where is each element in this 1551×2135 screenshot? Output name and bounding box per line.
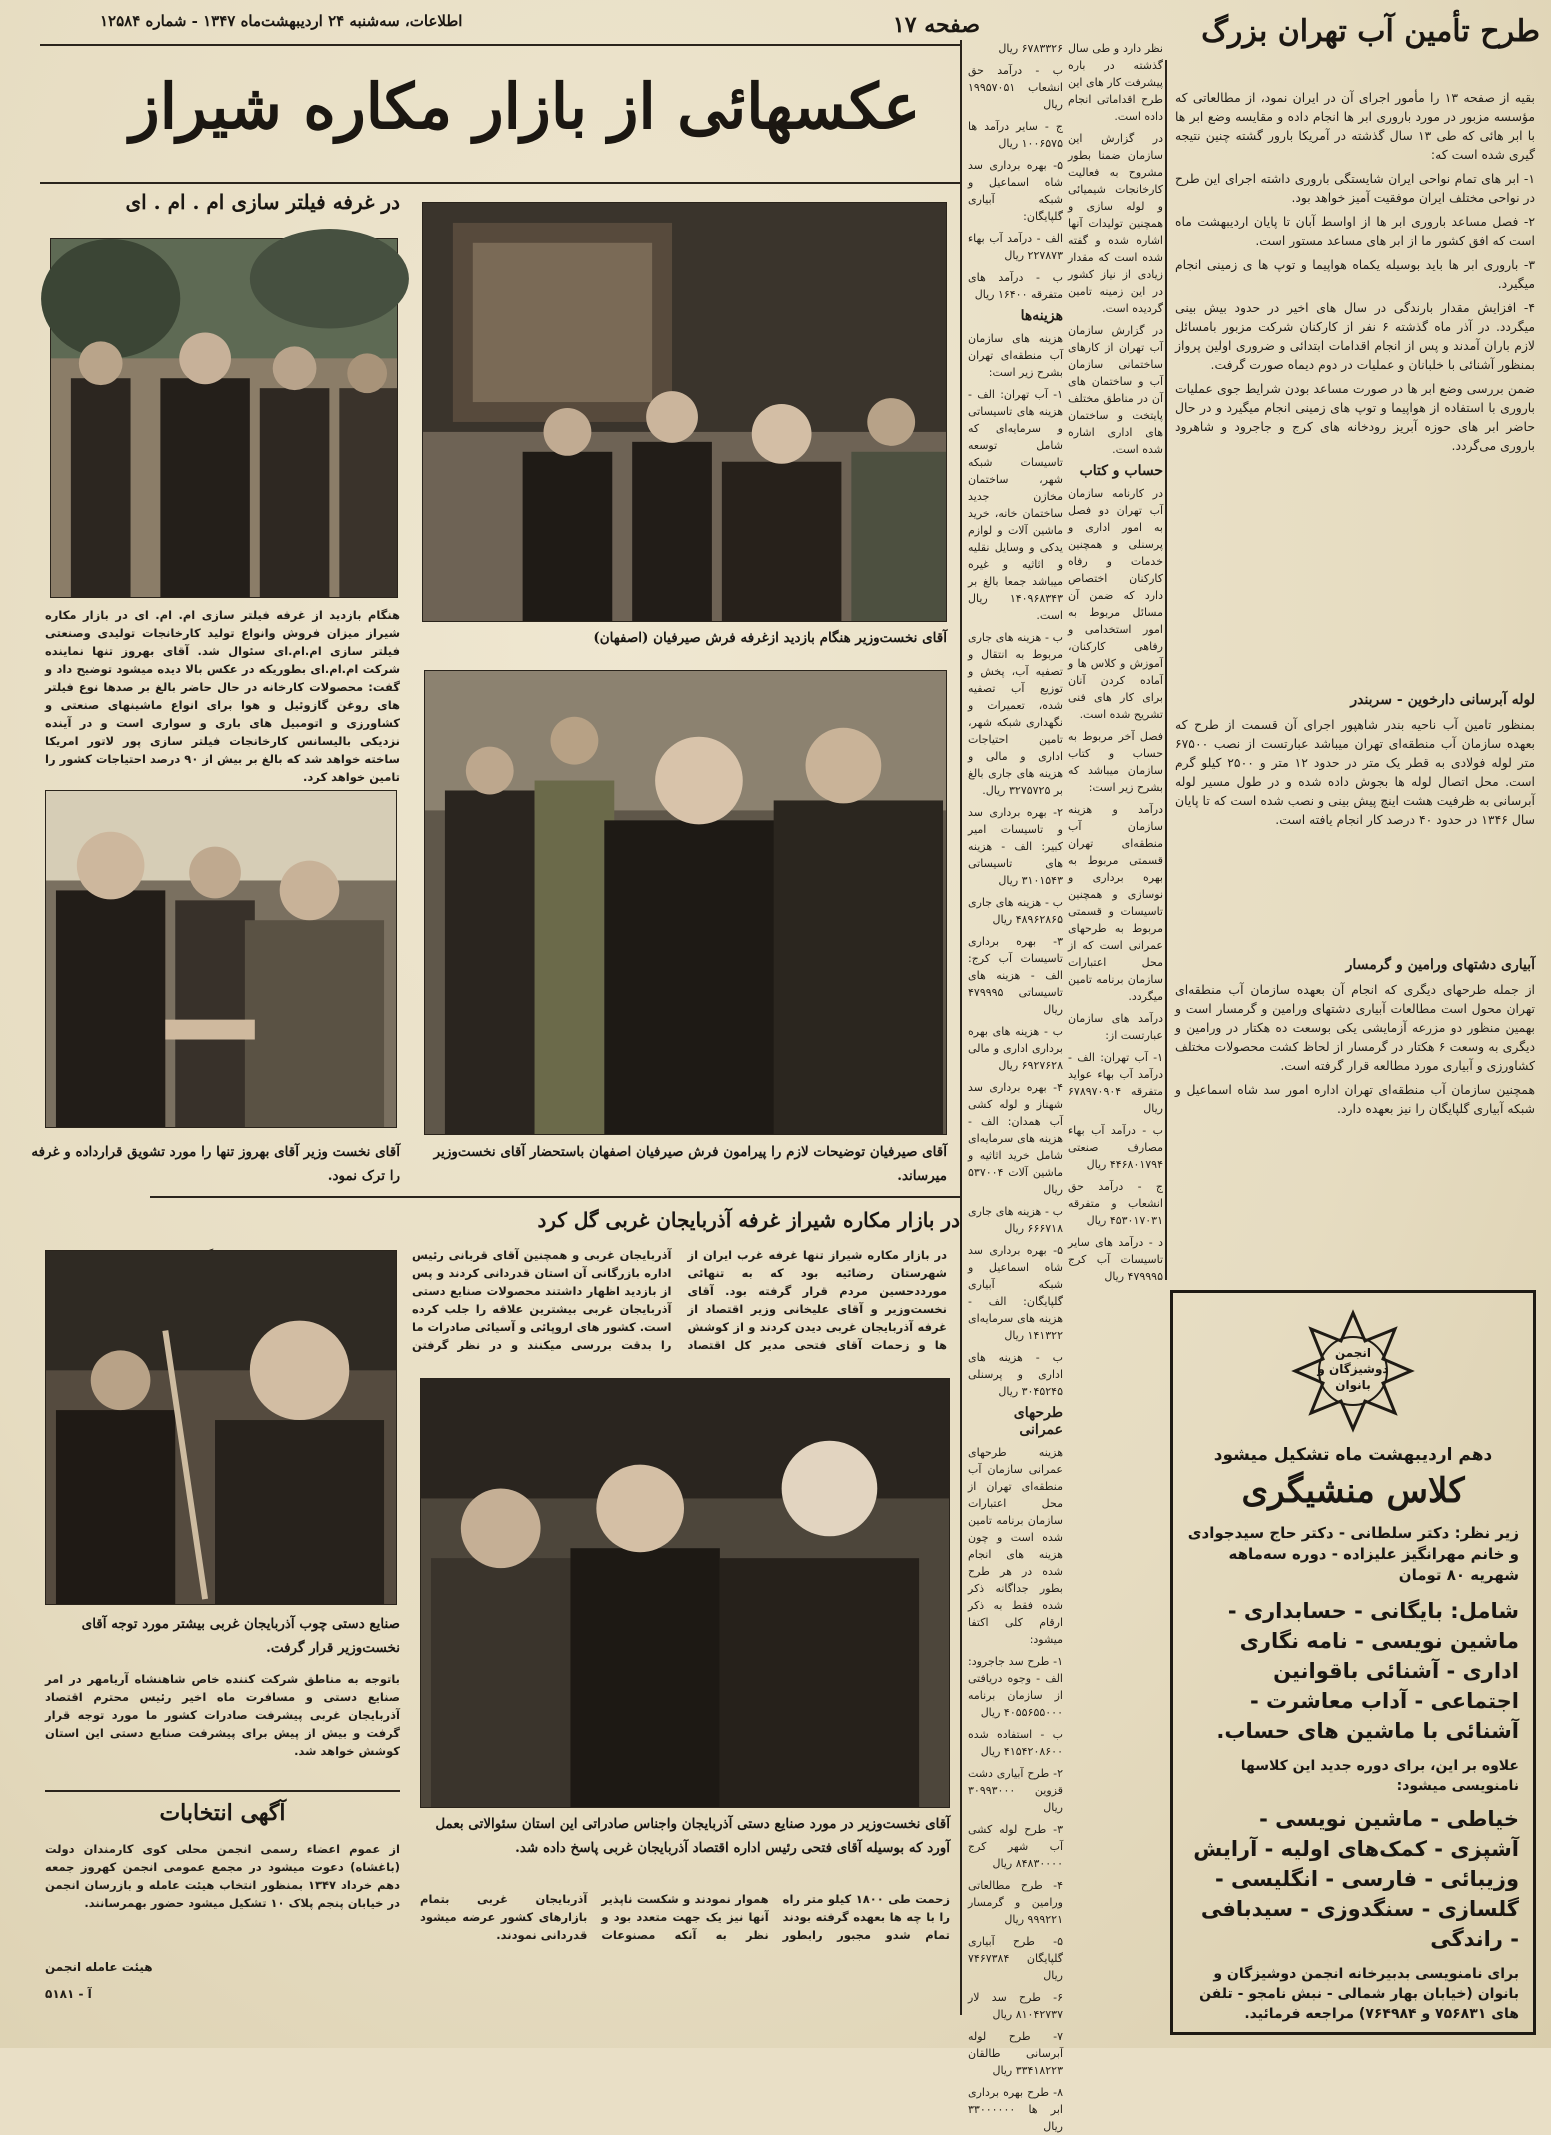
paragraph: بقیه از صفحه ۱۳ را مأمور اجرای آن در ایران نمود، از مطالعاتی که مؤسسه مزبور در مورد باروری ابر ها انجام داده و مقایسه وضع ابر ها با ابر هائی که طی ۱۳ سال گذشته در آمریکا بارور گشته چنین نتیجه گیری شده است که: bbox=[1175, 90, 1535, 162]
water-col-a bbox=[1175, 88, 1535, 688]
paragraph: ب - درآمد حق انشعاب ۱۹۹۵۷۰۵۱ ریال bbox=[968, 64, 1063, 111]
paragraph: ۳- باروری ابر ها باید بوسیله یکماه هواپیما و توپ ها ی زمینی انجام میگیرد. bbox=[1175, 257, 1535, 291]
paragraph: ب - هزینه های جاری مربوط به انتقال و تصفیه آب، پخش و توزیع آب تصفیه شده، تعمیرات و نگهداری شبکه شهر، تامین احتیاجات اداری و مالی و هزینه های جاری بالغ بر ۳۲۷۵۷۲۵ ریال. bbox=[968, 631, 1063, 797]
water-article-title: طرح تأمین آب تهران بزرگ bbox=[1201, 14, 1540, 49]
paragraph: فصل آخر مربوط به حساب و کتاب سازمان میباشد که بشرح زیر است: bbox=[1068, 730, 1163, 794]
paragraph: ۱- آب تهران: الف - هزینه های تاسیساتی و سرمایه‌ای که شامل توسعه تاسیسات شبکه شهر، ساختمان مخازن جدید ساختمان خانه، خرید ماشین آلات و لوازم یدکی و وسایل نقلیه و اثاثیه و غیره میباشد جمعا بالغ بر ۱۴۰۹۶۸۳۴۳ ریال است. bbox=[968, 388, 1063, 622]
paragraph: هزینه های سازمان آب منطقه‌ای تهران بشرح زیر است: bbox=[968, 332, 1063, 379]
column-divider bbox=[1165, 60, 1167, 1280]
paragraph: در گزارش این سازمان ضمنا بطور مشروح به فعالیت کارخانجات شیمیائی و لوله سازی و همچنین تولیدات آنها اشاره شده و گفته شده است که مقدار زیادی از نیاز کشور در این زمینه تامین گردیده است. bbox=[1068, 132, 1163, 315]
paragraph: ضمن بررسی وضع ابر ها در صورت مساعد بودن شرایط جوی عملیات باروری با استفاده از هواپیما و توپ های زمینی انجام میگیرد و در حال حاضر ابر های حوزه آبریز رودخانه های کرج و جاجرود و شاهرود باروری می‌گردد. bbox=[1175, 381, 1535, 453]
paragraph: ب - هزینه های جاری ۴۸۹۶۲۸۶۵ ریال bbox=[968, 896, 1063, 926]
page-number: صفحه ۱۷ bbox=[892, 12, 980, 38]
photo-officials bbox=[420, 1378, 950, 1808]
paragraph: ۶۷۸۳۳۲۶ ریال bbox=[998, 42, 1063, 55]
caption-officials: آقای نخست‌وزیر در مورد صنایع دستی آذربایجان واجناس صادراتی این استان سئوالاتی بعمل آورد که بوسیله آقای فتحی رئیس اداره اقتصاد آذربایجان غربی پاسخ داده شد. bbox=[435, 1816, 950, 1856]
paragraph: ۴- افزایش مقدار بارندگی در سال های اخیر در حدود بیش بینی میگردد. در آذر ماه گذشته ۶ نفر از کارکنان شرکت مزبور بامسائل لازم باران آمدند و پس از انجام اقدامات ابتدائی و ضروری اولین پرواز بمنظور آشنائی با خلبانان و عملیات در دوم دیماه صورت گرفت. bbox=[1175, 300, 1535, 372]
ad-new-enrollment: علاوه بر این، برای دوره جدید این کلاسها نامنویسی میشود: bbox=[1240, 1758, 1519, 1794]
ad-courses: شامل: بایگانی - حسابداری - ماشین نویسی - نامه نگاری اداری - آشنائی باقوانین اجتماعی - آداب معاشرت - آشنائی با ماشین های حساب. bbox=[1216, 1599, 1519, 1743]
subhead-accounts: حساب و کتاب bbox=[1079, 463, 1163, 479]
ad-title: کلاس منشیگری bbox=[1241, 1471, 1465, 1511]
paragraph: نظر دارد و طی سال گذشته در باره پیشرفت کار های این طرح اقداماتی انجام داده است. bbox=[1068, 42, 1163, 123]
notice-rule bbox=[45, 1790, 400, 1792]
issue-line: اطلاعات، سه‌شنبه ۲۴ اردیبهشت‌ماه ۱۳۴۷ - شماره ۱۲۵۸۴ bbox=[100, 12, 463, 30]
caption-carpet-explain: آقای صیرفیان توضیحات لازم را پیرامون فرش صیرفیان اصفهان باستحضار آقای نخست‌وزیر میرساند. bbox=[433, 1144, 947, 1184]
paragraph: ۳- بهره برداری تاسیسات آب کرج: الف - هزینه های تاسیساتی ۴۷۹۹۹۵ ریال bbox=[968, 935, 1063, 1016]
ad-contact: برای نامنویسی بدبیرخانه انجمن دوشیزگان و بانوان (خیابان بهار شمالی - نبش نامجو - تلفن های ۷۵۶۸۳۱ و ۷۶۴۹۸۴) مراجعه فرمائید. bbox=[1199, 1966, 1519, 2022]
section1-text: هنگام بازدید از غرفه فیلتر سازی ام. ام. ای در بازار مکاره شیراز میزان فروش وانواع تولید کارخانجات تولیدی وصنعتی فیلتر سازی ام.ام.ای سئوال شد. آقای بهروز تنها نماینده شرکت ام.ام.ای بطوریکه در عکس بالا دیده میشود توضیح داد و گفت: محصولات کارخانه در حال حاضر بالغ بر صدها نوع فیلتر های روغن گازوئیل و هوا برای انواع ماشینهای صنعتی و کشاورزی و اتومبیل های باری و سواری است و در آینده نزدیکی بالیسانس کارخانجات فیلتر سازی پور لاتور امریکا ساخته خواهد شد که بالغ بر بیش از ۹۰ درصد احتیاجات کشور را تامین خواهد کرد. bbox=[45, 608, 400, 784]
paragraph: ۴- بهره برداری سد شهناز و لوله کشی آب همدان: الف - هزینه های سرمایه‌ای شامل خرید اثاثیه و ماشین آلات ۵۳۷۰۰۴ ریال bbox=[968, 1081, 1063, 1196]
ad-start-date: دهم اردیبهشت ماه تشکیل میشود bbox=[1213, 1445, 1493, 1465]
column-divider bbox=[960, 40, 962, 2015]
paragraph: ج - سایر درآمد ها ۱۰۰۶۵۷۵ ریال bbox=[968, 120, 1063, 150]
paragraph: بمنظور تامین آب ناحیه بندر شاهپور اجرای آن قسمت از طرح که بعهده سازمان آب منطقه‌ای تهران میباشد عبارتست از نصب ۶۷۵۰۰ متر لوله فولادی به قطر یک متر در حدود ۱۲ متر و ۲۵۰۰ کیلو گرم است. محل اتصال لوله ها بجوش داده شده و در طول مسیر لوله آبرسانی به ظرفیت هشت اینچ پیش بینی و نصب شده است که تا پایان سال ۱۳۴۶ در حدود ۴۰ درصد کار انجام یافته است. bbox=[1175, 717, 1535, 827]
paragraph: ب - درآمد آب بهاء مصارف صنعتی ۴۴۶۸۰۱۷۹۴ ریال bbox=[1068, 1124, 1163, 1171]
photo-handshake bbox=[45, 790, 397, 1128]
election-notice-title: آگهی انتخابات bbox=[159, 1800, 286, 1826]
paragraph: همچنین سازمان آب منطقه‌ای تهران اداره امور سد شاه اسماعیل و شبکه آبیاری گلپایگان را نیز بعهده دارد. bbox=[1175, 1082, 1535, 1116]
section2-text: در بازار مکاره شیراز تنها غرفه غرب ایران از شهرستان رضائیه بود که به تنهائی مورددحسین مردم قرار گرفته بود. آقای نخست‌وزیر و آقای علیخانی وزیر اقتصاد از غرفه آذربایجان غربی دیدن کردند و از کوشش ها و زحمات آقای فتحی مدیر کل اقتصاد آذربایجان غربی و همچنین آقای قربانی رئیس اداره بازرگانی آن استان قدردانی کردند و پس از بازدید اظهار داشتند محصولات صنایع دستی آذربایجان غربی بیشترین علاقه را جلب کرده است. کشور های اروپائی و آسیائی صادرات ما را بدقت بررسی میکنند و در نظر گرفتن bbox=[412, 1248, 947, 1352]
subhead-pipeline: لوله آبرسانی دارخوین - سربندر bbox=[1350, 692, 1535, 708]
paragraph: ب - هزینه های اداری و پرسنلی ۳۰۴۵۲۴۵ ریال bbox=[968, 1351, 1063, 1398]
water-col-a2 bbox=[1175, 690, 1535, 960]
paragraph: ۵- بهره برداری سد شاه اسماعیل و شبکه آبیاری گلپایگان: bbox=[968, 159, 1063, 223]
caption-wood-crafts: صنایع دستی چوب آذربایجان غربی بیشتر مورد توجه آقای نخست‌وزیر قرار گرفت. bbox=[81, 1616, 400, 1656]
photo-carpet-booth bbox=[422, 202, 947, 622]
paragraph: ۳- طرح لوله کشی آب شهر کرج ۸۴۸۳۰۰۰۰ ریال bbox=[968, 1823, 1063, 1870]
paragraph: ۵- طرح آبیاری گلپایگان ۷۴۶۷۳۸۴ ریال bbox=[968, 1935, 1063, 1982]
subhead-expenses: هزینه‌ها bbox=[1020, 308, 1063, 324]
section1-heading: در غرفه فیلتر سازی ام . ام . ای bbox=[125, 190, 400, 214]
paragraph: ۱- آب تهران: الف - درآمد آب بهاء عواید متفرقه ۶۷۸۹۷۰۹۰۴ ریال bbox=[1068, 1051, 1163, 1115]
photo-filter-booth bbox=[50, 238, 398, 598]
water-col-b bbox=[1068, 40, 1163, 1283]
paragraph: ۶- طرح سد لار ۸۱۰۴۲۷۳۷ ریال bbox=[968, 1991, 1063, 2021]
paragraph: در کارنامه سازمان آب تهران دو فصل به امور اداری و پرسنلی و همچنین خدمات و رفاه کارکنان اختصاص دارد که ضمن آن مسائل مربوط به امور استخدامی و رفاهی کارکنان، آموزش و کلاس ها و آماده کردن آنان برای کار های فنی تشریح شده است. bbox=[1068, 487, 1163, 721]
paragraph: ۲- طرح آبیاری دشت قزوین ۳۰۹۹۳۰۰۰ ریال bbox=[968, 1767, 1063, 1814]
paragraph: ۱- طرح سد جاجرود: الف - وجوه دریافتی از سازمان برنامه ۴۰۵۵۶۵۵۰۰۰ ریال bbox=[968, 1655, 1063, 1719]
subhead-varamin: آبیاری دشتهای ورامین و گرمسار bbox=[1345, 957, 1535, 973]
photo-carpet-explain bbox=[424, 670, 947, 1135]
emblem-text: انجمن دوشیزگان و بانوان bbox=[1317, 1346, 1389, 1392]
feature-headline: عکسهائی از بازار مکاره شیراز bbox=[129, 70, 921, 143]
paragraph: ۸- طرح بهره برداری ابر ها ۳۳۰۰۰۰۰۰ ریال bbox=[968, 2086, 1063, 2133]
paragraph: هزینه طرحهای عمرانی سازمان آب منطقه‌ای تهران از محل اعتبارات سازمان برنامه تامین شده است و چون هزینه های انجام شده در هر طرح بطور جداگانه ذکر شده فقط به ذکر ارقام کلی اکتفا میشود: bbox=[968, 1446, 1063, 1646]
election-notice-ref: آ - ۵۱۸۱ bbox=[45, 1987, 92, 2001]
election-notice-signature: هیئت عامله انجمن bbox=[45, 1960, 153, 1974]
masthead-rule bbox=[40, 44, 960, 46]
water-col-a3 bbox=[1175, 955, 1535, 1275]
secretarial-class-ad bbox=[1170, 1290, 1536, 2035]
paragraph: ۷- طرح لوله آبرسانی طالقان ۳۳۴۱۸۲۲۳ ریال bbox=[968, 2030, 1063, 2077]
caption-behrouz: آقای نخست وزیر آقای بهروز تنها را مورد تشویق قرارداده و غرفه را ترک نمود. bbox=[31, 1144, 400, 1184]
caption-carpet-booth: آقای نخست‌وزیر هنگام بازدید ازغرفه فرش صیرفیان (اصفهان) bbox=[593, 630, 947, 646]
photo-wood-crafts bbox=[45, 1250, 397, 1605]
paragraph: در گزارش سازمان آب تهران از کارهای ساختمانی سازمان آب و ساختمان های آن در مناطق مختلف پایتخت و ساختمان های اداری اشاره شده است. bbox=[1068, 324, 1163, 456]
section2-text-2: باتوجه به مناطق شرکت کننده خاص شاهنشاه آریامهر در امر صنایع دستی و مسافرت ماه اخیر رئیس محترم اقتصاد آذربایجان غربی پیشرفت صادرات کشور ما مورد توجه قرار گرفت و بیش از پیش برای پیشرفت صنایع دستی این استان کوشش خواهد شد. bbox=[45, 1672, 400, 1758]
paragraph: ج - درآمد حق انشعاب و متفرقه ۴۵۳۰۱۷۰۳۱ ریال bbox=[1068, 1180, 1163, 1227]
section2-heading: در بازار مکاره شیراز غرفه آذربایجان غربی گل کرد bbox=[537, 1208, 960, 1232]
election-notice-body: از عموم اعضاء رسمی انجمن محلی کوی کارمندان دولت (باغشاه) دعوت میشود در مجمع عمومی انجمن کهروز جمعه دهم خرداد ۱۳۴۷ بمنظور انتخاب هیئت عامله و بازرسان انجمن در خیابان پنجم پلاک ۱۰ تشکیل میشود حضور بهمرسانند. bbox=[45, 1842, 400, 1910]
headline-rule bbox=[40, 182, 960, 184]
paragraph: الف - درآمد آب بهاء ۲۲۷۸۷۳ ریال bbox=[968, 232, 1063, 262]
paragraph: ب - استفاده شده ۴۱۵۴۲۰۸۶۰۰ ریال bbox=[968, 1728, 1063, 1758]
water-col-c bbox=[968, 40, 1063, 2133]
paragraph: ۱- ابر های تمام نواحی ایران شایستگی باروری داشته اجرای این طرح در نواحی مختلف ایران موفقیت آمیز خواهد بود. bbox=[1175, 171, 1535, 205]
paragraph: درآمد و هزینه سازمان آب منطقه‌ای تهران قسمتی مربوط به بهره برداری و نوسازی و همچنین تاسیسات و قسمتی مربوط به طرحهای عمرانی است که از محل اعتبارات سازمان برنامه تامین میگردد. bbox=[1068, 803, 1163, 1003]
paragraph: ب - هزینه های جاری ۶۶۶۷۱۸ ریال bbox=[968, 1205, 1063, 1235]
section-rule bbox=[150, 1196, 960, 1198]
paragraph: ۴- طرح مطالعاتی ورامین و گرمسار ۹۹۹۲۲۱ ریال bbox=[968, 1879, 1063, 1926]
paragraph: د - درآمد های سایر تاسیسات آب کرج ۴۷۹۹۹۵ ریال bbox=[1068, 1236, 1163, 1283]
paragraph: ۲- بهره برداری سد و تاسیسات امیر کبیر: الف - هزینه های تاسیساتی ۳۱۰۱۵۴۳ ریال bbox=[968, 806, 1063, 887]
society-emblem bbox=[1293, 1311, 1413, 1431]
paragraph: ۲- فصل مساعد باروری ابر ها از اواسط آبان تا پایان اردیبهشت ماه است که افق کشور ما از ابر های مساعد مستور است. bbox=[1175, 214, 1535, 248]
paragraph: ۵- بهره برداری سد شاه اسماعیل و شبکه آبیاری گلپایگان: الف - هزینه های سرمایه‌ای ۱۴۱۳۲۲ ریال bbox=[968, 1244, 1063, 1342]
paragraph: از جمله طرحهای دیگری که انجام آن بعهده سازمان آب منطقه‌ای تهران محول است مطالعات آبیاری دشتهای ورامین و گرمسار است و بهمین منظور دو مزرعه آزمایشی یکی بوسعت ده هکتار در ورامین و دیگری به وسعت ۶ هکتار در گرمسار از لحاظ کشت محصولات مختلف کشاورزی و آبیاری مورد مطالعه قرار گرفته است. bbox=[1175, 982, 1536, 1073]
bottom-text: زحمت طی ۱۸۰۰ کیلو متر راه را با چه ها بعهده گرفته بودند تمام شدو مجبور رابطور هموار نمودند و شکست ناپذیر آنها نیز یک جهت متعدد بود و نظر به آنکه مصنوعات آذربایجان غربی بتمام بازارهای کشور عرضه میشود قدردانی نمودند. bbox=[420, 1892, 950, 1942]
paragraph: درآمد های سازمان عبارتست از: bbox=[1068, 1012, 1163, 1042]
ad-other-courses: خیاطی - ماشین نویسی - آشپزی - کمک‌های اولیه - آرایش وزیبائی - فارسی - انگلیسی - گلسازی - سنگدوزی - سیدبافی - راندگی bbox=[1193, 1807, 1519, 1951]
subhead-development: طرحهای عمرانی bbox=[1013, 1405, 1063, 1438]
paragraph: ب - درآمد های متفرقه ۱۶۴۰۰ ریال bbox=[968, 271, 1063, 301]
paragraph: ب - هزینه های بهره برداری اداری و مالی ۶۹۲۷۶۲۸ ریال bbox=[968, 1025, 1063, 1072]
ad-instructors: زیر نظر: دکتر سلطانی - دکتر حاج سیدجوادی و خانم مهرانگیز علیزاده - دوره سه‌ماهه شهریه ۸۰ تومان bbox=[1187, 1524, 1519, 1584]
